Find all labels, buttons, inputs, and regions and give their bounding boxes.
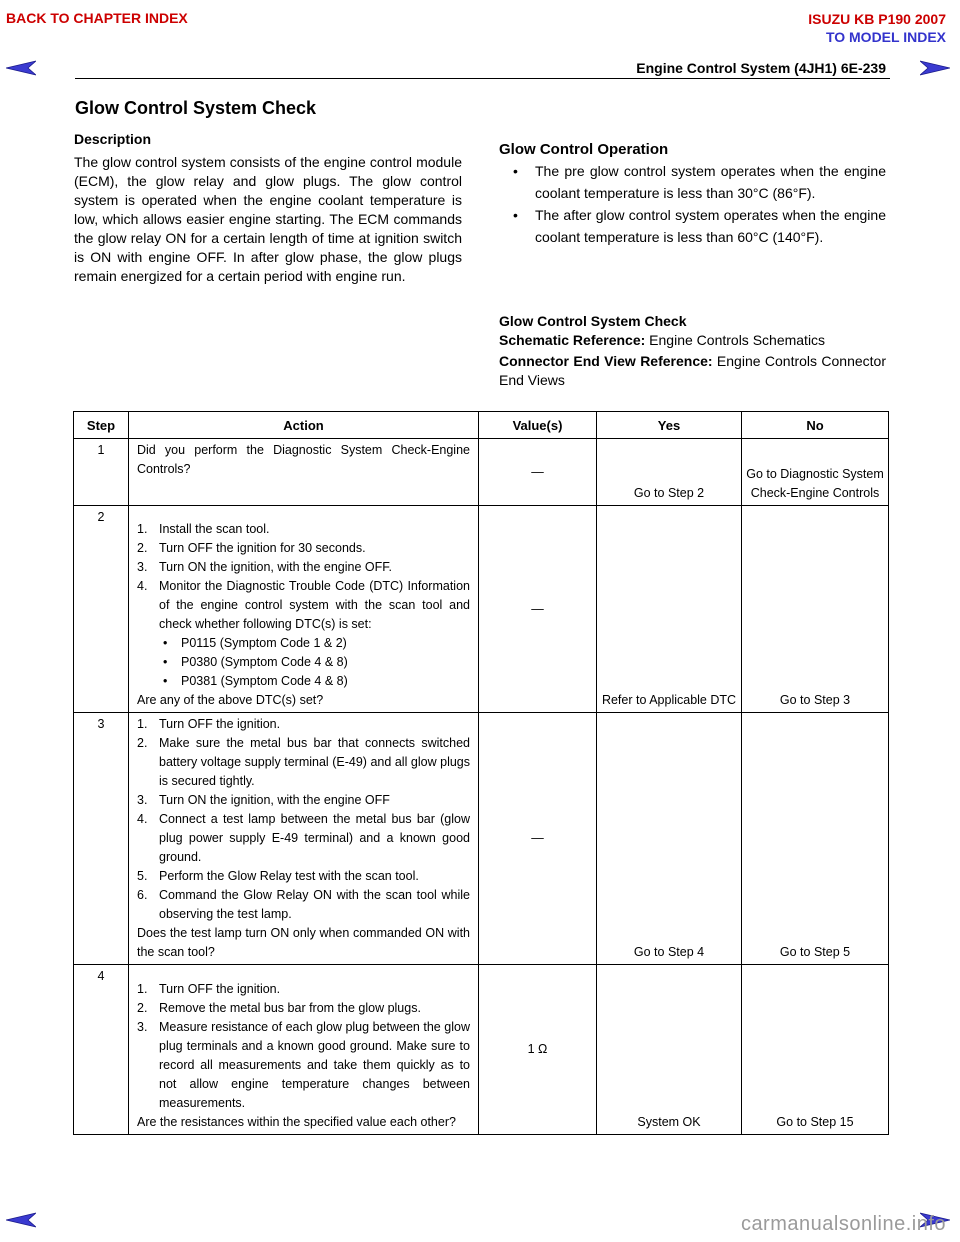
action-step-number: 5. (137, 869, 148, 883)
action-step-item (137, 734, 470, 791)
action-step-number: 2. (137, 1001, 148, 1015)
bullet-icon: • (513, 207, 518, 223)
value-cell: — (479, 713, 597, 965)
header-rule (75, 78, 890, 79)
page-title: Glow Control System Check (75, 98, 317, 118)
action-cell (129, 713, 479, 965)
action-step-text: Monitor the Diagnostic Trouble Code (DTC) Information of the engine control system with the scan tool and check whether following DTC(s) is set: (159, 579, 470, 631)
action-step-text: Install the scan tool. (159, 522, 270, 536)
value-cell: — (479, 439, 597, 506)
operation-bullet-list (499, 160, 886, 248)
action-step-text: Turn OFF the ignition for 30 seconds. (159, 541, 366, 555)
action-step-number: 3. (137, 560, 148, 574)
dtc-list (137, 634, 470, 691)
step-number-cell: 4 (74, 965, 129, 1135)
action-step-list (137, 520, 470, 691)
action-step-text: Measure resistance of each glow plug between the glow plug terminals and a known good ground. Make sure to record all measurements and take them quickly as to not allow engine temperature changes between measurements. (159, 1020, 470, 1110)
action-step-item (137, 810, 470, 867)
action-step-number: 1. (137, 717, 148, 731)
no-cell: Go to Step 3 (742, 506, 889, 713)
action-step-number: 2. (137, 736, 148, 750)
connector-reference-label: Connector End View Reference: (499, 353, 713, 369)
action-step-item (137, 1018, 470, 1113)
action-step-text: Turn OFF the ignition. (159, 982, 281, 996)
connector-reference (499, 352, 886, 390)
action-step-number: 1. (137, 522, 148, 536)
table-row (74, 439, 889, 506)
dtc-list-item (137, 653, 470, 672)
action-question: Are any of the above DTC(s) set? (137, 693, 324, 707)
action-step-text: Perform the Glow Relay test with the scan tool. (159, 869, 419, 883)
page-header-title: Engine Control System (4JH1) 6E-239 (636, 60, 886, 76)
table-row (74, 713, 889, 965)
action-question: Does the test lamp turn ON only when commanded ON with the scan tool? (137, 926, 470, 959)
to-model-index-link[interactable]: TO MODEL INDEX (825, 29, 946, 45)
operation-bullet-text: The after glow control system operates when the engine coolant temperature is less than 60°C (140°F). (535, 207, 886, 245)
action-question: Did you perform the Diagnostic System Check-Engine Controls? (137, 443, 470, 476)
step-number-cell: 3 (74, 713, 129, 965)
step-number-cell: 2 (74, 506, 129, 713)
column-header-values: Value(s) (479, 412, 597, 439)
column-header-no: No (742, 412, 889, 439)
action-step-item (137, 886, 470, 924)
value-cell: 1 Ω (479, 965, 597, 1135)
previous-page-arrow-icon[interactable] (6, 60, 36, 76)
model-index-block (808, 10, 946, 46)
no-cell: Go to Step 15 (742, 965, 889, 1135)
dtc-list-item (137, 672, 470, 691)
schematic-reference-value: Engine Controls Schematics (645, 332, 826, 348)
action-step-text: Command the Glow Relay ON with the scan tool while observing the test lamp. (159, 888, 470, 921)
dtc-list-item (137, 634, 470, 653)
operation-bullet-text: The pre glow control system operates when the engine coolant temperature is less than 30°C (86°F). (535, 163, 886, 201)
watermark: carmanualsonline.info (740, 1213, 946, 1235)
action-cell (129, 439, 479, 506)
action-step-list (137, 715, 470, 924)
column-header-action: Action (129, 412, 479, 439)
operation-bullet (499, 160, 886, 204)
action-step-text: Turn OFF the ignition. (159, 717, 281, 731)
description-section (74, 131, 462, 286)
yes-cell: Go to Step 4 (597, 713, 742, 965)
column-header-step: Step (74, 412, 129, 439)
references-section (499, 312, 886, 390)
action-step-number: 3. (137, 1020, 148, 1034)
connector-reference-value: Engine Controls Connector End Views (499, 353, 886, 388)
action-step-item (137, 791, 470, 810)
action-cell (129, 506, 479, 713)
action-step-text: Make sure the metal bus bar that connects switched battery voltage supply terminal (E-49) and all glow plugs is secured tightly. (159, 736, 470, 788)
operation-bullet (499, 204, 886, 248)
description-heading: Description (74, 131, 152, 147)
step-number-cell: 1 (74, 439, 129, 506)
action-step-number: 3. (137, 793, 148, 807)
check-heading: Glow Control System Check (499, 313, 687, 329)
action-step-text: Connect a test lamp between the metal bus bar (glow plug power supply E-49 terminal) and a known good ground. (159, 812, 470, 864)
action-step-number: 1. (137, 982, 148, 996)
action-cell (129, 965, 479, 1135)
schematic-reference-label: Schematic Reference: (499, 332, 646, 348)
dtc-text: P0380 (Symptom Code 4 & 8) (181, 655, 348, 669)
yes-cell: Refer to Applicable DTC (597, 506, 742, 713)
action-step-number: 6. (137, 888, 148, 902)
no-cell: Go to Step 5 (742, 713, 889, 965)
no-cell: Go to Diagnostic System Check-Engine Controls (742, 439, 889, 506)
action-step-text: Remove the metal bus bar from the glow plugs. (159, 1001, 421, 1015)
action-step-item (137, 999, 470, 1018)
action-step-item (137, 539, 470, 558)
back-to-chapter-index-link[interactable]: BACK TO CHAPTER INDEX (6, 10, 188, 26)
action-step-item (137, 867, 470, 886)
operation-section (499, 141, 886, 248)
action-question: Are the resistances within the specified value each other? (137, 1115, 456, 1129)
action-step-number: 4. (137, 812, 148, 826)
schematic-reference (499, 331, 886, 350)
action-step-text: Turn ON the ignition, with the engine OFF (159, 793, 390, 807)
dtc-text: P0115 (Symptom Code 1 & 2) (181, 636, 347, 650)
operation-heading: Glow Control Operation (499, 141, 669, 158)
table-row (74, 965, 889, 1135)
action-step-item (137, 980, 470, 999)
action-step-text: Turn ON the ignition, with the engine OFF. (159, 560, 392, 574)
table-body (74, 439, 889, 1135)
action-step-number: 4. (137, 579, 148, 593)
bullet-icon: • (163, 655, 168, 669)
diagnostic-steps-table (73, 411, 889, 1135)
table-header-row (74, 412, 889, 439)
next-page-arrow-icon[interactable] (920, 60, 950, 76)
yes-cell: System OK (597, 965, 742, 1135)
yes-cell: Go to Step 2 (597, 439, 742, 506)
action-step-item (137, 715, 470, 734)
description-text: The glow control system consists of the engine control module (ECM), the glow relay and glow plugs. The glow control system is operated when the engine coolant temperature is low, which allows easier engine starting. The ECM commands the glow relay ON for a certain length of time at ignition switch is ON with engine OFF. In after glow phase, the glow plugs remain energized for a certain period with engine run. (74, 154, 462, 284)
bullet-icon: • (163, 636, 168, 650)
action-step-item (137, 520, 470, 539)
value-cell: — (479, 506, 597, 713)
action-step-list (137, 980, 470, 1113)
bullet-icon: • (163, 674, 168, 688)
dtc-text: P0381 (Symptom Code 4 & 8) (181, 674, 348, 688)
action-step-number: 2. (137, 541, 148, 555)
action-step-item (137, 558, 470, 577)
bullet-icon: • (513, 163, 518, 179)
action-step-item (137, 577, 470, 634)
table-row (74, 506, 889, 713)
column-header-yes: Yes (597, 412, 742, 439)
model-title-link[interactable]: ISUZU KB P190 2007 (808, 11, 946, 27)
previous-page-arrow-icon-bottom[interactable] (6, 1212, 36, 1228)
